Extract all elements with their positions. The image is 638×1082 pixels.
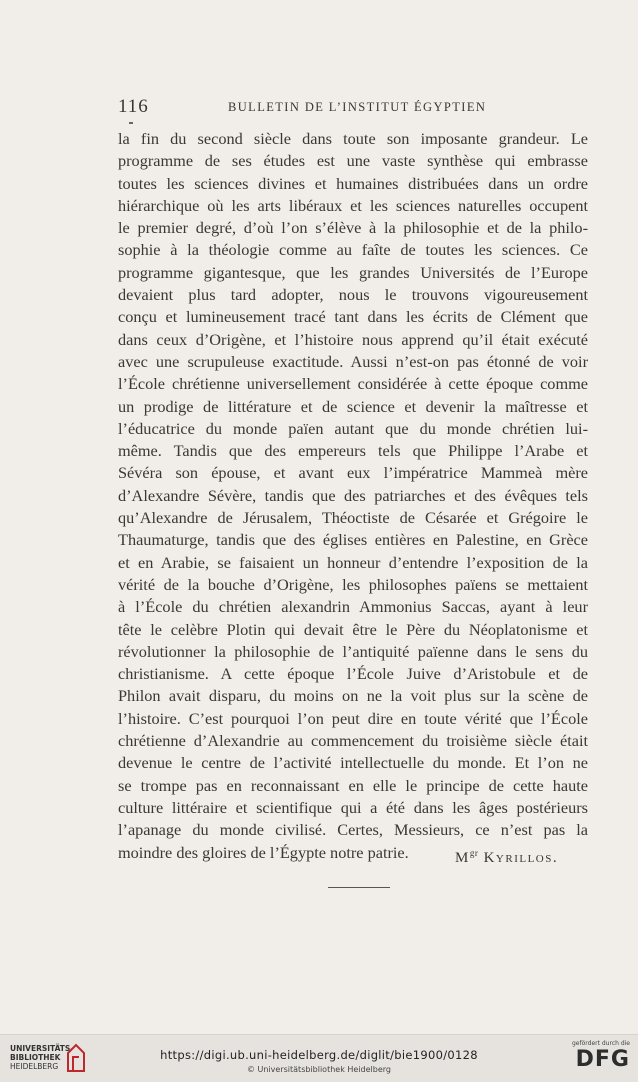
text-line: l’éducatrice du monde païen autant que du monde chrétien lui- (118, 418, 588, 438)
text-line: Sévéra son épouse, et avant eux l’impératrice Mammeà mère (118, 463, 588, 483)
text-line: sophie à la théologie comme au faîte de toutes les sciences. Ce (118, 240, 588, 260)
text-line: l’École chrétienne universellement considérée à cette époque comme (118, 374, 588, 394)
library-logo[interactable]: UNIVERSITÄTS- BIBLIOTHEK HEIDELBERG (10, 1044, 74, 1071)
text-line: devenue le centre de l’activité intellectuelle du monde. Et l’on ne (118, 753, 588, 773)
signature-name: Kyrillos. (483, 850, 559, 866)
text-line: avec une scrupuleuse exactitude. Aussi n’est-on pas étonné de voir (118, 351, 588, 371)
signature-title: $M^{gr}$ (455, 848, 479, 866)
text-line: culture littéraire et scientifique qui a été dans les âges postérieurs (118, 797, 588, 817)
page-number: 116 (118, 96, 149, 117)
copyright-text: © Universitätsbibliothek Heidelberg (246, 1065, 391, 1074)
text-line: tête le celèbre Plotin qui devait être le Père du Néoplatonisme et (118, 619, 588, 639)
text-line: hiérarchique où les arts libéraux et les sciences naturelles occupent (118, 195, 588, 215)
body-text (118, 128, 588, 864)
funded-by-text: gefördert durch die (572, 1040, 630, 1047)
text-line: toutes les sciences divines et humaines distribuées dans un ordre (118, 173, 588, 193)
text-line: l’histoire. C’est pourquoi l’on peut dire en toute vérité que l’École (118, 708, 588, 728)
text-line: à l’École du chrétien alexandrin Ammonius Saccas, ayant à leur (118, 597, 588, 617)
text-line: programme gigantesque, que les grandes Universités de l’Europe (118, 262, 588, 282)
text-line: devaient plus tard adopter, nous le trouvons vigoureusement (118, 285, 588, 305)
text-line: vérité de la bouche d’Origène, les philosophes païens se mettaient (118, 574, 588, 594)
permalink-url[interactable]: https://digi.ub.uni-heidelberg.de/diglit/bie1900/0128 (160, 1048, 478, 1062)
text-line: se trompe pas en reconnaissant en elle le principe de cette haute (118, 775, 588, 795)
text-line: dans ceux d’Origène, et l’histoire nous apprend qu’il était exécuté (118, 329, 588, 349)
text-line: d’Alexandre Sévère, tandis que des patriarches et des évêques tels (118, 485, 588, 505)
closing-rule (328, 887, 390, 888)
text-line: Philon avait disparu, du moins on ne la voit plus sur la scène de (118, 686, 588, 706)
text-line: programme de ses études est une vaste synthèse qui embrasse (118, 151, 588, 171)
viewer-footer (0, 1034, 638, 1082)
text-line: la fin du second siècle dans toute son imposante grandeur. Le (118, 129, 588, 148)
dfg-logo[interactable] (572, 1040, 630, 1073)
text-line: révolutionner la philosophie de l’antiquité païenne dans le sens du (118, 641, 588, 661)
printer-mark (129, 122, 133, 124)
text-line: même. Tandis que des empereurs tels que Philippe l’Arabe et (118, 441, 588, 461)
text-line: qu’Alexandre de Jérusalem, Théoctiste de Césarée et Grégoire le (118, 508, 588, 528)
text-line: un prodige de littérature et de science et devenir la maîtresse et (118, 396, 588, 416)
text-line: Thaumaturge, tandis que des églises entières en Palestine, en Grèce (118, 530, 588, 550)
text-line: chrétienne d’Alexandrie au commencement du troisième siècle était (118, 731, 588, 751)
text-line: et en Arabie, se faisaient un honneur d’entendre l’exposition de la (118, 552, 588, 572)
dfg-wordmark: DFG (575, 1047, 630, 1072)
text-line: christianisme. A cette époque l’École Juive d’Aristobule et de (118, 664, 588, 684)
page-header (118, 96, 588, 118)
text-line: le premier degré, d’où l’on s’élève à la philosophie et de la philo- (118, 218, 588, 238)
text-line: l’apanage du monde civilisé. Certes, Messieurs, ce n’est pas la (118, 820, 588, 840)
signature (455, 848, 558, 867)
running-head: BULLETIN DE L’INSTITUT ÉGYPTIEN (228, 100, 487, 114)
text-line: conçu et lumineusement tracé tant dans les écrits de Clément que (118, 307, 588, 327)
text-line: moindre des gloires de l’Égypte notre patrie. (118, 842, 409, 862)
